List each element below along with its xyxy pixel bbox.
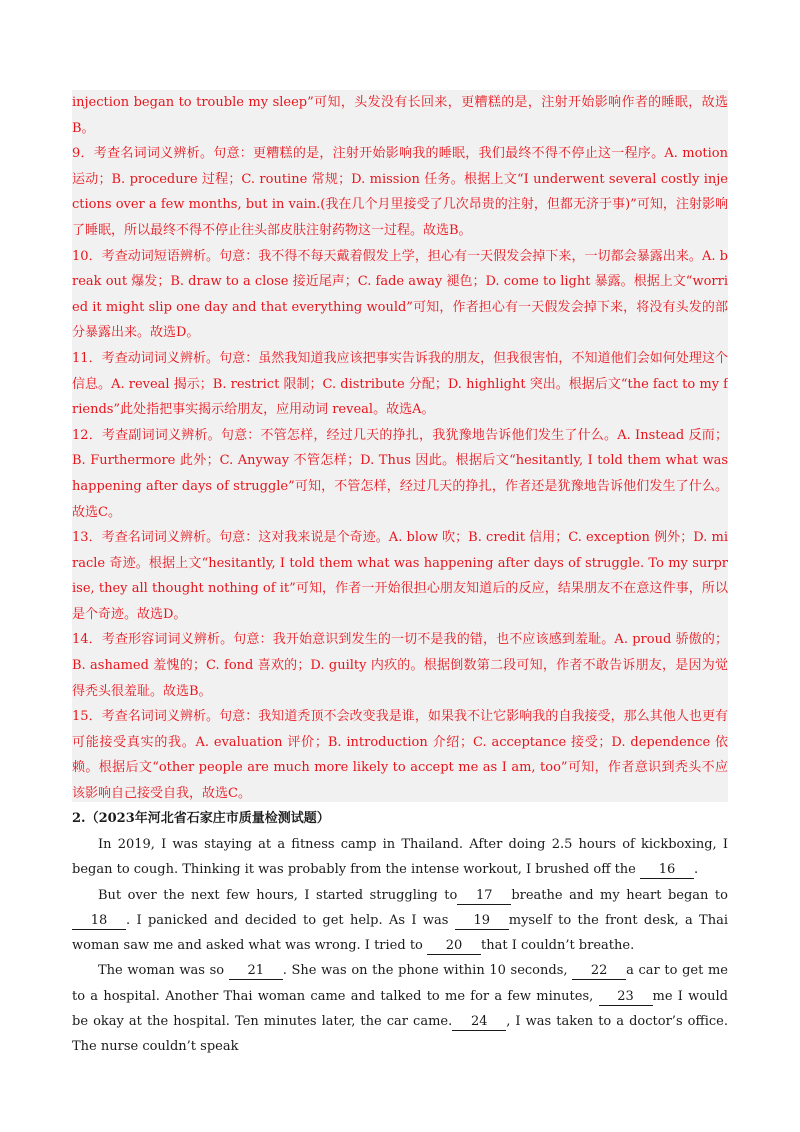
- question-2: [72, 808, 728, 1060]
- blank-16: 16: [640, 862, 694, 879]
- passage-text: .: [694, 862, 699, 878]
- explanation-14: 14．考查形容词词义辨析。句意：我开始意识到发生的一切不是我的错，也不应该感到羞耻。A. proud 骄傲的；B. ashamed 羞愧的；C. fond 喜欢的；D. guilty 内疚的。根据倒数第二段可知，作者不敢告诉朋友，是因为觉得秃头很羞耻。故选B。: [72, 632, 728, 699]
- blank-19: 19: [455, 913, 509, 930]
- passage-text: . She was on the phone within 10 seconds,: [282, 963, 573, 979]
- passage-text: The woman was so: [98, 963, 229, 979]
- passage-text: But over the next few hours, I started struggling to: [98, 887, 458, 903]
- passage-text: a car to get me to a hospital. Another Thai woman came and talked to me for a few minutes,: [72, 963, 728, 1004]
- blank-23: 23: [599, 989, 653, 1006]
- explanation-8-end: injection began to trouble my sleep”可知，头发没有长回来，更糟糕的是，注射开始影响作者的睡眠，故选B。: [72, 95, 728, 136]
- passage-text: In 2019, I was staying at a fitness camp in Thailand. After doing 2.5 hours of kickboxing, I began to cough. Thinking it was probably from the intense workout, I brushed off the: [72, 837, 728, 878]
- blank-21: 21: [229, 963, 283, 980]
- passage-text: myself to the front desk, a Thai woman saw me and asked what was wrong. I tried to: [72, 912, 728, 954]
- blank-18: 18: [72, 913, 126, 930]
- cloze-passage: [72, 832, 728, 1060]
- passage-text: . I panicked and decided to get help. As I was: [126, 912, 455, 928]
- passage-text: breathe and my heart began to: [511, 887, 728, 903]
- passage-text: , I was taken to a doctor’s office. The nurse couldn’t speak: [72, 1014, 728, 1055]
- passage-text: that I couldn’t breathe.: [481, 938, 635, 954]
- blank-22: 22: [572, 963, 626, 980]
- explanation-13: 13．考查名词词义辨析。句意：这对我来说是个奇迹。A. blow 吹；B. credit 信用；C. exception 例外；D. miracle 奇迹。根据上文“hesitantly, I told them what was happening after days of struggle. To my surprise, they all thought nothing of it”可知，作者一开始很担心朋友知道后的反应，结果朋友不在意这件事，所以是个奇迹。故选D。: [72, 530, 728, 622]
- passage-paragraph-1: [72, 832, 728, 883]
- passage-text: me I would be okay at the hospital. Ten minutes later, the car came.: [72, 988, 728, 1030]
- blank-17: 17: [457, 888, 511, 905]
- passage-paragraph-3: [72, 958, 728, 1059]
- explanation-15: 15．考查名词词义辨析。句意：我知道秃顶不会改变我是谁，如果我不让它影响我的自我接受，那么其他人也更有可能接受真实的我。A. evaluation 评价；B. introduction 介绍；C. acceptance 接受；D. dependence 依赖。根据后文“other people are much more likely to accept me as I am, too”可知，作者意识到秃头不应该影响自己接受自我，故选C。: [72, 709, 728, 802]
- explanation-11: 11．考查动词词义辨析。句意：虽然我知道我应该把事实告诉我的朋友，但我很害怕，不知道他们会如何处理这个信息。A. reveal 揭示；B. restrict 限制；C. distribute 分配；D. highlight 突出。根据后文“the fact to my friends”此处指把事实揭示给朋友，应用动词 reveal。故选A。: [72, 350, 728, 418]
- blank-24: 24: [452, 1014, 506, 1031]
- blank-20: 20: [427, 938, 481, 955]
- answer-explanations: [72, 90, 728, 802]
- explanation-12: 12．考查副词词义辨析。句意：不管怎样，经过几天的挣扎，我犹豫地告诉他们发生了什么。A. Instead 反而；B. Furthermore 此外；C. Anyway 不管怎样；D. Thus 因此。根据后文“hesitantly, I told them what was happening after days of struggle”可知，不管怎样，经过几天的挣扎，作者还是犹豫地告诉他们发生了什么。故选C。: [72, 427, 728, 520]
- explanation-10: 10．考查动词短语辨析。句意：我不得不每天戴着假发上学，担心有一天假发会掉下来，一切都会暴露出来。A. break out 爆发；B. draw to a close 接近尾声；C. fade away 褪色；D. come to light 暴露。根据上文“worried it might slip one day and that everything would”可知，作者担心有一天假发会掉下来，将没有头发的部分暴露出来。故选D。: [72, 248, 728, 341]
- passage-paragraph-2: [72, 883, 728, 959]
- explanation-9: 9．考查名词词义辨析。句意：更糟糕的是，注射开始影响我的睡眠，我们最终不得不停止这一程序。A. motion 运动；B. procedure 过程；C. routine 常规；D. mission 任务。根据上文“I underwent several costly injections over a few months, but in vain.(我在几个月里接受了几次昂贵的注射，但都无济于事)”可知，注射影响了睡眠，所以最终不得不停止往头部皮肤注射药物这一过程。故选B。: [72, 146, 728, 238]
- question-title: 2.（2023年河北省石家庄市质量检测试题）: [72, 811, 330, 826]
